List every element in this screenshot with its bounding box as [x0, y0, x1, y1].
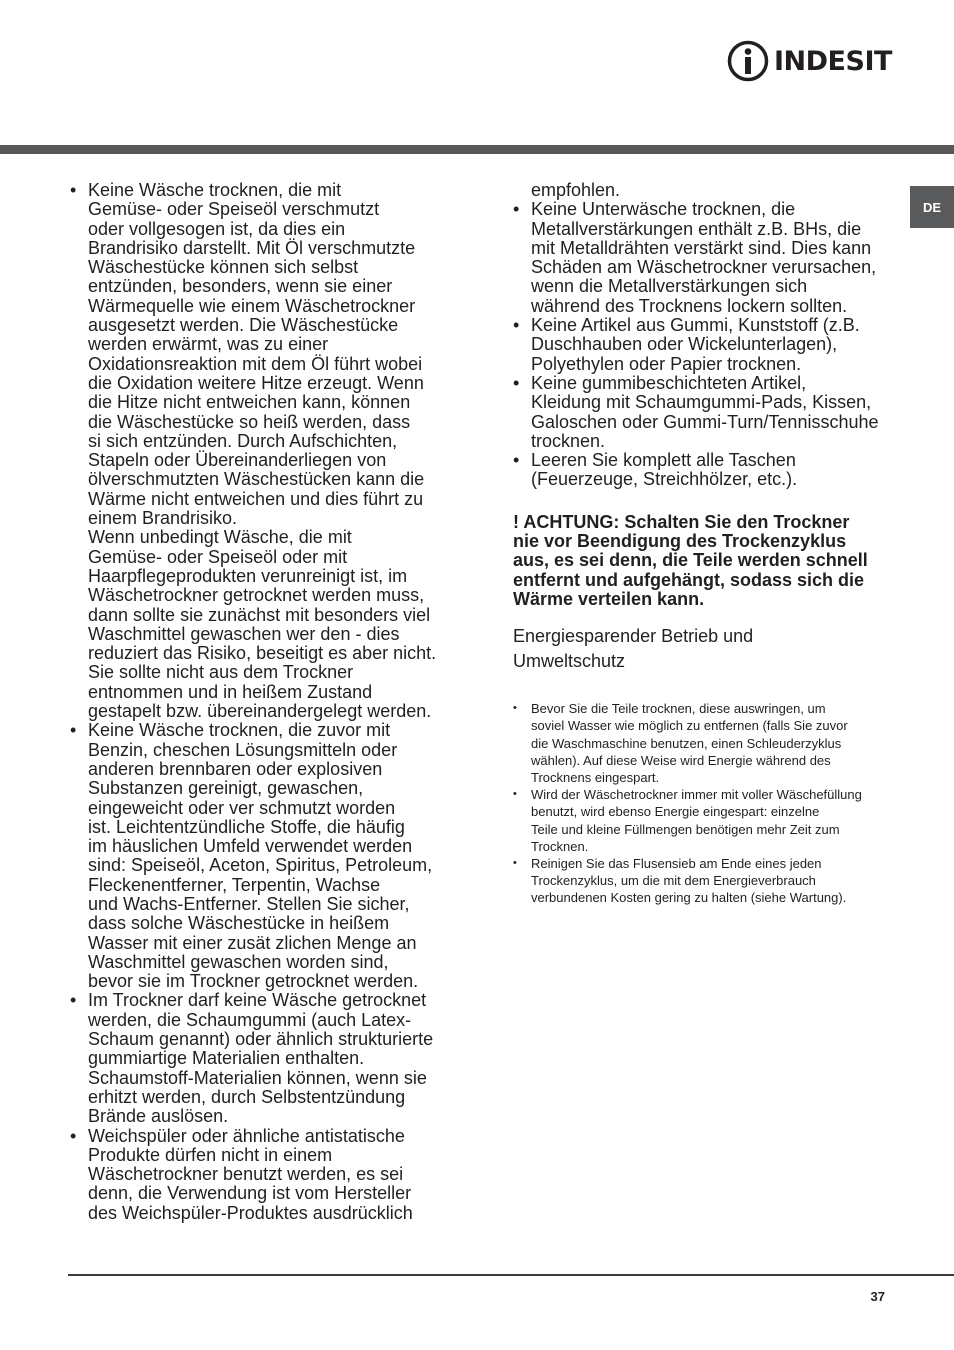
text-line: Wärmequelle wie einem Wäschetrockner — [88, 295, 416, 316]
bullet-text — [88, 991, 455, 1126]
text-line: die Hitze nicht entweichen kann, können — [88, 392, 411, 413]
text-line: und Wachs-Entferner. Stellen Sie sicher, — [88, 893, 410, 914]
left-column — [70, 181, 455, 1223]
text-line: des Weichspüler-Produktes ausdrücklich — [88, 1202, 413, 1223]
text-line: die Waschmaschine benutzen, einen Schleuderzyklus — [531, 735, 842, 751]
text-line: Brandrisiko darstellt. Mit Öl verschmutzte — [88, 237, 416, 258]
text-line: gummiartige Materialien enthalten. — [88, 1048, 365, 1069]
warning-line: aus, es sei denn, die Teile werden schnell — [513, 550, 868, 571]
text-line: mit Metalldrähten verstärkt sind. Dies kann — [531, 237, 872, 258]
text-line: Wasser mit einer zusät zlichen Menge an — [88, 932, 417, 953]
text-line: dass solche Wäschestücke in heißem — [88, 913, 390, 934]
text-line: Gemüse- oder Speiseöl verschmutzt — [88, 199, 380, 220]
brand-logo — [727, 40, 892, 82]
text-line: reduziert das Risiko, beseitigt es aber nicht. — [88, 643, 437, 664]
bullet-item-solvents — [70, 721, 455, 991]
text-line: ist. Leichtentzündliche Stoffe, die häufig — [88, 816, 405, 837]
bullet-item-foam-rubber — [70, 991, 455, 1126]
text-line: Wird der Wäschetrockner immer mit voller Wäschefüllung — [531, 787, 862, 803]
text-line: entnommen und in heißem Zustand — [88, 681, 373, 702]
text-line: wenn die Metallverstärkungen sich — [531, 276, 808, 297]
text-line: Oxidationsreaktion mit dem Öl führt wobei — [88, 353, 423, 374]
bullet-item-pockets — [513, 451, 898, 490]
bullet-text — [531, 200, 898, 316]
text-line: Gemüse- oder Speiseöl oder mit — [88, 546, 348, 567]
bullet-item-rubber-plastic — [513, 316, 898, 374]
text-line: Keine Artikel aus Gummi, Kunststoff (z.B. — [531, 315, 860, 336]
bullet-item-underwear — [513, 200, 898, 316]
text-line: werden, die Schaumgummi (auch Latex- — [88, 1009, 412, 1030]
text-line: Reinigen Sie das Flusensieb am Ende eines jeden — [531, 856, 822, 872]
bullet-item-softener — [70, 1127, 455, 1223]
text-line: Schäden am Wäschetrockner verursachen, — [531, 257, 877, 278]
language-tab: DE — [910, 186, 954, 228]
text-line: Trockenzyklus, um die mit dem Energieverbrauch — [531, 873, 816, 889]
bullet-text — [531, 374, 898, 451]
text-line: Waschmittel gewaschen wer den - dies — [88, 623, 400, 644]
tip-text — [531, 700, 898, 786]
bullet-icon: • — [70, 1125, 77, 1146]
text-line: sind: Speiseöl, Aceton, Spiritus, Petroleum, — [88, 855, 433, 876]
text-line: Energiesparender Betrieb und — [513, 626, 754, 647]
tip-text — [531, 855, 898, 907]
text-line: trocknen. — [531, 430, 606, 451]
text-line: Wäschetrockner benutzt werden, es sei — [88, 1164, 404, 1185]
bullet-icon: • — [513, 372, 520, 393]
footer-rule — [68, 1274, 954, 1276]
bullet-icon: • — [513, 450, 520, 471]
warning-line: Wärme verteilen kann. — [513, 588, 705, 609]
bullet-icon: • — [70, 990, 77, 1011]
text-line: Wärme nicht entweichen und dies führt zu — [88, 488, 424, 509]
text-line: dann sollte sie zunächst mit besonders viel — [88, 604, 431, 625]
bullet-text — [531, 451, 898, 490]
text-line: oder vollgesogen ist, da dies ein — [88, 218, 346, 239]
text-line: bevor sie im Trockner getrocknet werden. — [88, 971, 419, 992]
bullet-icon: • — [513, 702, 517, 715]
tip-item-lint-filter — [513, 855, 898, 907]
right-column — [513, 181, 898, 907]
bullet-text — [88, 721, 455, 991]
text-line: Leeren Sie komplett alle Taschen — [531, 450, 796, 471]
text-line: Stapeln oder Übereinanderliegen von — [88, 450, 387, 471]
warning-line: nie vor Beendigung des Trockenzyklus — [513, 531, 847, 552]
text-line: Polyethylen oder Papier trocknen. — [531, 353, 802, 374]
text-line: im häuslichen Umfeld verwendet werden — [88, 836, 413, 857]
page-number: 37 — [870, 1289, 885, 1304]
text-line: während des Trocknens lockern sollten. — [531, 295, 848, 316]
text-line: Wäschestücke können sich selbst — [88, 257, 359, 278]
bullet-item-coated-articles — [513, 374, 898, 451]
text-line: Wenn unbedingt Wäsche, die mit — [88, 527, 352, 548]
text-line: gestapelt bzw. übereinandergelegt werden. — [88, 701, 432, 722]
text-line: einem Brandrisiko. — [88, 508, 238, 529]
bullet-icon: • — [70, 180, 77, 200]
text-line: Substanzen gereinigt, gewaschen, — [88, 778, 364, 799]
tip-item-wring — [513, 700, 898, 786]
text-line: Keine gummibeschichteten Artikel, — [531, 372, 807, 393]
text-line: verbundenen Kosten gering zu halten (siehe Wartung). — [531, 890, 847, 906]
softener-continued: empfohlen. — [531, 180, 621, 200]
bullet-text — [531, 316, 898, 374]
bullet-icon: • — [513, 857, 517, 870]
text-line: Weichspüler oder ähnliche antistatische — [88, 1125, 405, 1146]
text-line: ausgesetzt werden. Die Wäschestücke — [88, 315, 399, 336]
text-line: Teile und kleine Füllmengen benötigen mehr Zeit zum — [531, 821, 840, 837]
text-line: Haarpflegeprodukten verunreinigt ist, im — [88, 565, 408, 586]
bullet-icon: • — [513, 199, 520, 220]
text-line: Benzin, cheschen Lösungsmitteln oder — [88, 739, 398, 760]
bullet-icon: • — [513, 315, 520, 336]
text-line: Trocknen. — [531, 838, 589, 854]
text-line: Fleckenentferner, Terpentin, Wachse — [88, 874, 381, 895]
text-line: werden erwärmt, was zu einer — [88, 334, 329, 355]
text-line: si sich entzünden. Durch Aufschichten, — [88, 430, 398, 451]
section-heading — [513, 624, 898, 673]
text-line: Schaumstoff-Materialien können, wenn sie — [88, 1067, 427, 1088]
text-line: (Feuerzeuge, Streichhölzer, etc.). — [531, 469, 798, 490]
text-line: ölverschmutzten Wäschestücken kann die — [88, 469, 425, 490]
text-line: Bevor Sie die Teile trocknen, diese auswringen, um — [531, 701, 826, 717]
text-line: entzünden, besonders, wenn sie einer — [88, 276, 393, 297]
energy-tips-list — [513, 700, 898, 906]
text-line: Trocknens eingespart. — [531, 770, 660, 786]
text-line: eingeweicht oder ver schmutzt worden — [88, 797, 396, 818]
brand-name: INDESIT — [774, 45, 892, 77]
text-line: Brände auslösen. — [88, 1106, 229, 1127]
text-line: Umweltschutz — [513, 650, 626, 671]
header-bar — [0, 145, 954, 154]
bullet-icon: • — [70, 720, 77, 741]
bullet-text — [88, 1127, 455, 1223]
bullet-item-oil — [70, 181, 455, 528]
bullet-icon: • — [513, 788, 517, 801]
text-line: erhitzt werden, durch Selbstentzündung — [88, 1086, 406, 1107]
bullet-text — [88, 181, 455, 528]
text-line: Im Trockner darf keine Wäsche getrocknet — [88, 990, 427, 1011]
indesit-emblem-icon — [727, 40, 769, 82]
text-line: Schaum genannt) oder ähnlich strukturierte — [88, 1029, 434, 1050]
text-line: Produkte dürfen nicht in einem — [88, 1144, 333, 1165]
warning-notice — [513, 513, 898, 609]
text-line: Kleidung mit Schaumgummi-Pads, Kissen, — [531, 392, 872, 413]
text-line: die Wäschestücke so heiß werden, dass — [88, 411, 411, 432]
text-line: Keine Unterwäsche trocknen, die — [531, 199, 796, 220]
warning-line: entfernt und aufgehängt, sodass sich die — [513, 569, 865, 590]
paragraph-oil-continued — [70, 528, 455, 721]
text-line: die Oxidation weitere Hitze erzeugt. Wenn — [88, 372, 424, 393]
text-line: Sie sollte nicht aus dem Trockner — [88, 662, 354, 683]
warning-line-1: ! ACHTUNG: Schalten Sie den Trockner — [513, 511, 850, 532]
text-line: Duschhauben oder Wickelunterlagen), — [531, 334, 838, 355]
text-line: anderen brennbaren oder explosiven — [88, 758, 383, 779]
text-line: benutzt, wird ebenso Energie eingespart: einzelne — [531, 804, 820, 820]
text-line: Keine Wäsche trocknen, die zuvor mit — [88, 720, 391, 741]
text-line: Metallverstärkungen enthält z.B. BHs, die — [531, 218, 862, 239]
text-line: wählen). Auf diese Weise wird Energie während des — [531, 752, 831, 768]
tip-item-full-load — [513, 786, 898, 855]
text-line: Galoschen oder Gummi-Turn/Tennisschuhe — [531, 411, 879, 432]
text-line: Keine Wäsche trocknen, die mit — [88, 180, 342, 200]
text-line: denn, die Verwendung ist vom Hersteller — [88, 1183, 412, 1204]
text-line: Wäschetrockner getrocknet werden muss, — [88, 585, 425, 606]
tip-text — [531, 786, 898, 855]
text-line: Waschmittel gewaschen worden sind, — [88, 951, 389, 972]
text-line: soviel Wasser wie möglich zu entfernen (falls Sie zuvor — [531, 718, 848, 734]
warning-mark-icon: ! — [513, 511, 519, 532]
